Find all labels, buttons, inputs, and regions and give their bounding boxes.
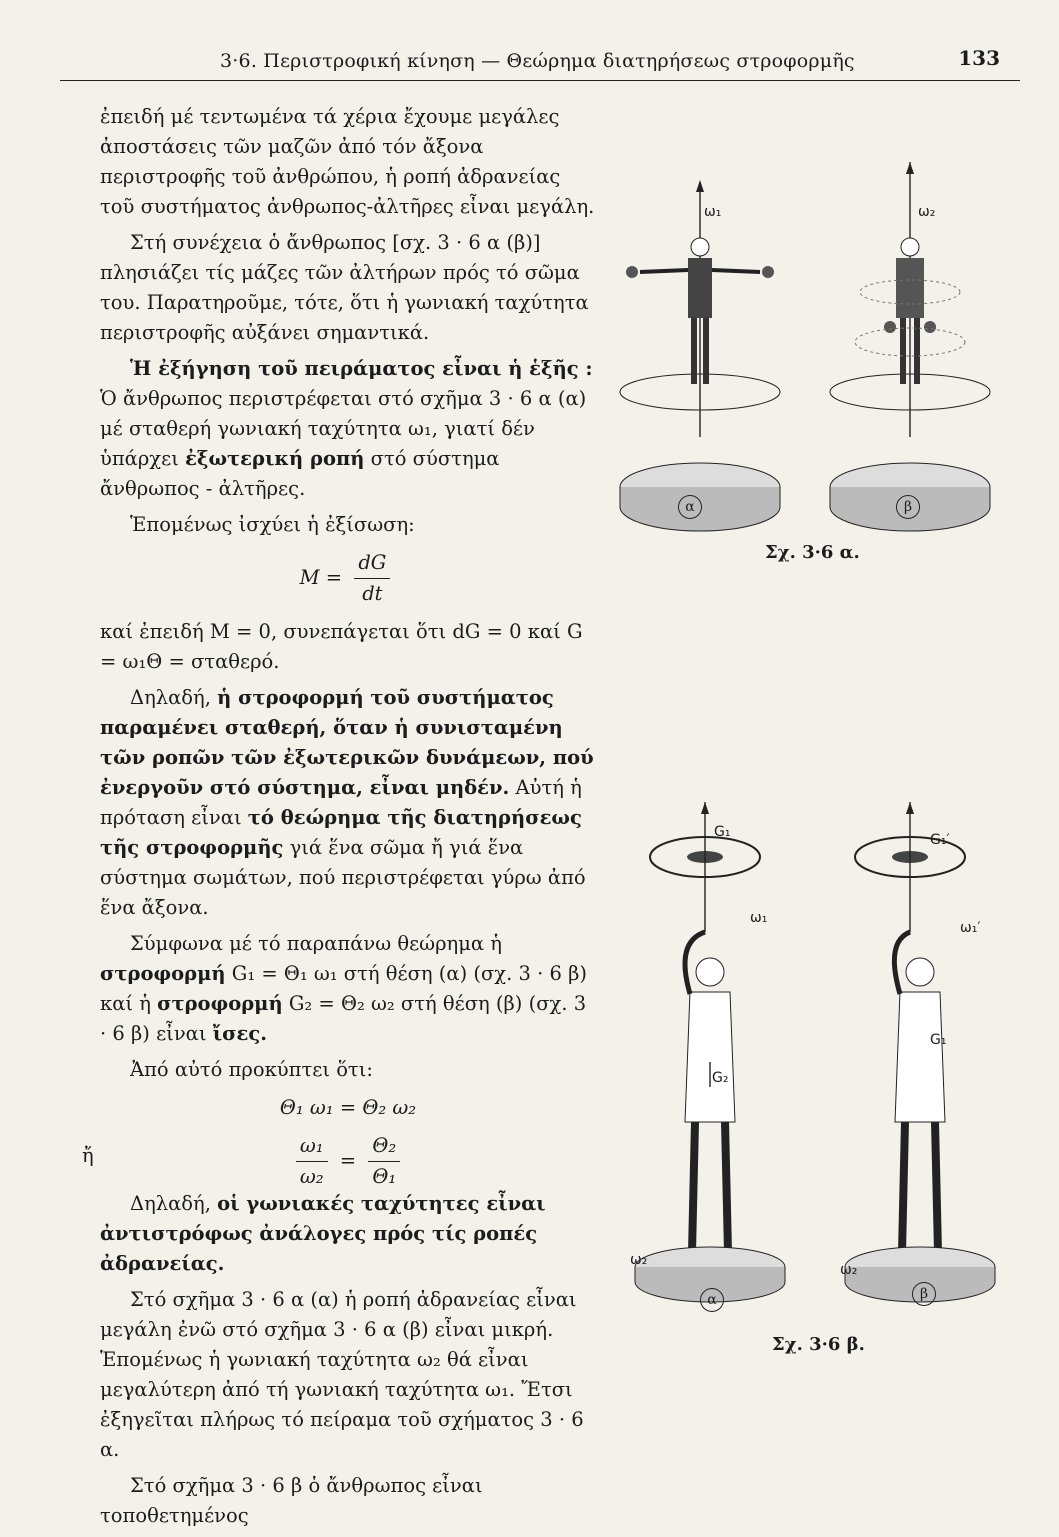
- text-run: G₂ = Θ₂ ω₂ στή θέση (β) (σχ. 3 · 6 β) εἶναι: [100, 992, 587, 1045]
- denominator: ω₂: [299, 1165, 324, 1188]
- body-text: [82, 102, 596, 1537]
- text-run: γιά ἕνα σῶμα ἤ γιά ἕνα σύστημα σωμάτων, πού περιστρέφεται γύρω ἀπό ἕνα ἄξονα.: [100, 836, 586, 919]
- paragraph: Ἑπομένως ἰσχύει ἡ ἐξίσωση:: [130, 513, 415, 536]
- paragraph: [100, 929, 596, 1049]
- equation-1: [100, 548, 596, 609]
- omega2-left-label: ω₂: [630, 1252, 648, 1268]
- bold-run: στροφορμή: [100, 962, 226, 985]
- text-run: Δηλαδή,: [130, 686, 218, 709]
- omega1-label: ω₁: [704, 204, 722, 220]
- label-alpha-b: α: [700, 1288, 724, 1312]
- turntable-alpha: [620, 180, 780, 531]
- omega2-label: ω₂: [918, 204, 936, 220]
- omega1prime-label: ω₁′: [960, 920, 981, 936]
- label-alpha: α: [678, 495, 702, 519]
- bold-run: τό θεώρημα τῆς διατηρήσεως τῆς στροφορμῆς: [100, 806, 582, 859]
- figure-3-6b: [600, 602, 1030, 1422]
- figures-column: [600, 102, 1030, 1402]
- bold-run: ἐξωτερική ροπή: [185, 447, 365, 470]
- caption-3-6b: Σχ. 3·6 β.: [772, 1334, 865, 1355]
- or-word: ἤ: [82, 1144, 94, 1167]
- caption-3-6a: Σχ. 3·6 α.: [765, 542, 860, 563]
- omega2-right-label: ω₂: [840, 1262, 858, 1278]
- running-title: 3·6. Περιστροφική κίνηση — Θεώρημα διατηρήσεως στροφορμῆς: [220, 50, 855, 72]
- bold-run: Ἡ ἐξήγηση τοῦ πειράματος εἶναι ἡ ἑξῆς :: [130, 357, 593, 380]
- figure-3-6a: [600, 162, 1030, 642]
- bold-run: ἡ στροφορμή τοῦ συστήματος παραμένει σταθερή, ὅταν ἡ συνισταμένη τῶν ροπῶν τῶν ἐξωτερικῶν δυνάμεων, πού ἐνεργοῦν στό σύστημα, εἶναι μηδέν.: [100, 686, 594, 799]
- paragraph: [100, 683, 596, 923]
- fraction: [354, 548, 390, 609]
- label-beta: β: [896, 495, 920, 519]
- paragraph: Στό σχῆμα 3 · 6 β ὁ ἄνθρωπος εἶναι τοποθετημένος: [100, 1474, 483, 1527]
- text-run: Δηλαδή,: [130, 1192, 218, 1215]
- text-run: στό σύστημα ἄνθρωπος - ἀλτῆρες.: [100, 447, 500, 500]
- denominator: dt: [362, 582, 383, 605]
- paragraph: Ἀπό αὐτό προκύπτει ὅτι:: [130, 1058, 373, 1081]
- denominator: Θ₁: [372, 1165, 397, 1188]
- page-number: 133: [958, 46, 1000, 70]
- equation-3: ἤ $\frac{\text{ω₁}}{\text{ω₂}}$ = $\frac{\text{Θ₂}}{\text{Θ₁}}$: [100, 1131, 596, 1189]
- numerator: dG: [354, 548, 390, 579]
- G1prime-label: G₁′: [930, 832, 950, 848]
- omega1-wheel-label: ω₁: [750, 910, 768, 926]
- text-run: G₁ = Θ₁ ω₁ στή θέση (α) (σχ. 3 · 6 β) καί ἡ: [100, 962, 588, 1015]
- text-run: Αὐτή ἡ πρόταση εἶναι: [100, 776, 582, 829]
- text-run: Σύμφωνα μέ τό παραπάνω θεώρημα ἡ: [130, 932, 502, 955]
- text-run: Ὁ ἄνθρωπος περιστρέφεται στό σχῆμα 3 · 6 α (α) μέ σταθερή γωνιακή ταχύτητα ω₁, γιατί δέν ὑπάρχει: [100, 387, 587, 470]
- bold-run: στροφορμή: [157, 992, 283, 1015]
- turntable-beta: [830, 162, 990, 531]
- person-wheel-beta: [845, 802, 995, 1302]
- header-rule: [60, 80, 1020, 81]
- numerator: ω₁: [296, 1131, 328, 1162]
- paragraph: Στό σχῆμα 3 · 6 α (α) ἡ ροπή ἀδρανείας εἶναι μεγάλη ἐνῶ στό σχῆμα 3 · 6 α (β) εἶναι μικρή. Ἑπομένως ἡ γωνιακή ταχύτητα ω₂ θά εἶναι μεγαλύτερη ἀπό τή γωνιακή ταχύτητα ω₁. Ἔτσι ἐξηγεῖται πλήρως τό πείραμα τοῦ σχήματος 3 · 6 α.: [100, 1288, 584, 1461]
- paragraph: καί ἐπειδή M = 0, συνεπάγεται ὅτι dG = 0 καί G = ω₁Θ = σταθερό.: [100, 620, 583, 673]
- G1-body-label: G₁: [930, 1032, 947, 1048]
- paragraph: [100, 354, 596, 504]
- fraction: [296, 1131, 328, 1192]
- numerator: Θ₂: [368, 1131, 400, 1162]
- paragraph: Στή συνέχεια ὁ ἄνθρωπος [σχ. 3 · 6 α (β)] πλησιάζει τίς μάζες τῶν ἀλτήρων πρός τό σῶμα του. Παρατηροῦμε, τότε, ὅτι ἡ γωνιακή ταχύτητα περιστροφῆς αὐξάνει σημαντικά.: [100, 231, 589, 344]
- G2-label: G₂: [712, 1070, 729, 1086]
- paragraph: ἐπειδή μέ τεντωμένα τά χέρια ἔχουμε μεγάλες ἀποστάσεις τῶν μαζῶν ἀπό τόν ἄξονα περιστροφῆς τοῦ ἀνθρώπου, ἡ ροπή ἀδρανείας τοῦ συστήματος ἀνθρωπος-ἀλτῆρες εἶναι μεγάλη.: [100, 105, 595, 218]
- paragraph: [100, 1189, 596, 1279]
- bold-run: οἱ γωνιακές ταχύτητες εἶναι ἀντιστρόφως ἀνάλογες πρός τίς ροπές ἀδρανείας.: [100, 1192, 546, 1275]
- eq-lhs: M =: [299, 566, 343, 589]
- label-beta-b: β: [912, 1282, 936, 1306]
- page-header: [60, 44, 1020, 84]
- G1-label: G₁: [714, 824, 731, 840]
- person-wheel-alpha: [635, 802, 785, 1302]
- equation-2: Θ₁ ω₁ = Θ₂ ω₂: [279, 1096, 417, 1119]
- bold-run: ἴσες.: [212, 1022, 268, 1045]
- fraction: [368, 1131, 400, 1192]
